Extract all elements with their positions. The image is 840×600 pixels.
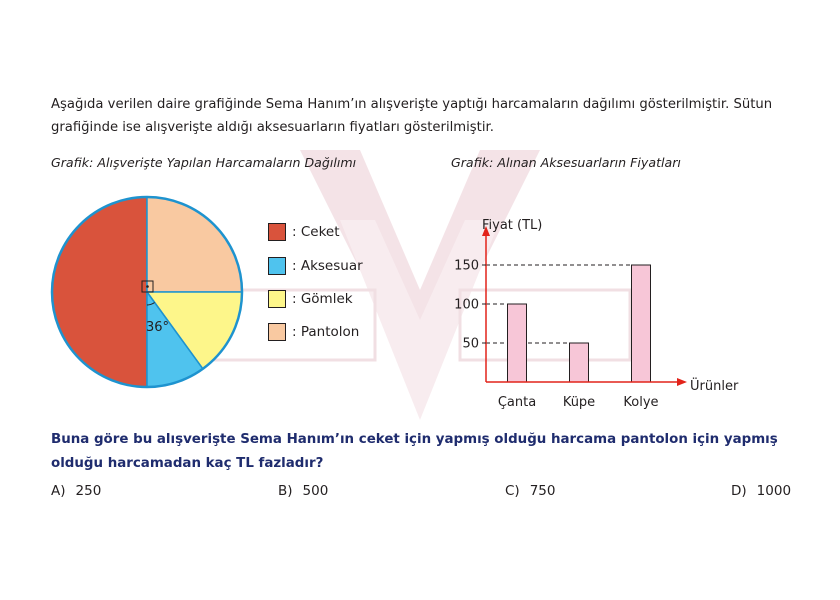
legend-item-gomlek [268, 289, 353, 309]
x-axis-arrow [677, 378, 687, 386]
question-text: Buna göre bu alışverişte Sema Hanım’ın ceket için yapmış olduğu harcama pantolon için yapmış olduğu harcamadan kaç TL fazladır? [51, 432, 778, 471]
option-b[interactable] [278, 483, 328, 499]
bar-kolye [632, 265, 651, 382]
option-c-letter: C) [505, 483, 520, 499]
angle-label: 36° [146, 320, 170, 335]
option-d-value: 1000 [756, 483, 792, 499]
option-b-value: 500 [302, 483, 329, 499]
right-angle-dot [146, 285, 149, 288]
pie-chart [40, 185, 260, 405]
x-axis-label: Ürünler [690, 379, 739, 394]
legend-label-gomlek: : Gömlek [292, 291, 353, 307]
x-tick-label: Küpe [562, 395, 596, 410]
option-c[interactable] [505, 483, 555, 499]
option-d-letter: D) [731, 483, 747, 499]
option-b-letter: B) [278, 483, 293, 499]
pie-slice-pantolon [147, 197, 242, 292]
legend-swatch-aksesuar [268, 257, 286, 275]
legend-item-pantolon [268, 322, 359, 342]
legend-label-ceket: : Ceket [292, 224, 340, 240]
x-tick-label: Çanta [497, 395, 537, 410]
pie-chart-caption: Grafik: Alışverişte Yapılan Harcamaların Dağılımı [51, 155, 357, 170]
legend-label-aksesuar: : Aksesuar [292, 258, 363, 274]
y-axis-label: Fiyat (TL) [482, 218, 543, 233]
legend-item-aksesuar [268, 256, 363, 276]
option-a[interactable] [51, 483, 101, 499]
y-tick-label: 100 [454, 297, 479, 313]
bar-kupe [570, 343, 589, 382]
legend-item-ceket [268, 222, 340, 242]
legend-swatch-pantolon [268, 323, 286, 341]
y-tick-label: 50 [462, 336, 479, 352]
legend-swatch-gomlek [268, 290, 286, 308]
y-tick-label: 150 [454, 258, 479, 274]
option-a-letter: A) [51, 483, 66, 499]
legend-label-pantolon: : Pantolon [292, 324, 360, 340]
pie-slice-ceket [52, 197, 147, 387]
option-c-value: 750 [529, 483, 556, 499]
bar-chart-caption: Grafik: Alınan Aksesuarların Fiyatları [451, 155, 681, 170]
bar-canta [508, 304, 527, 382]
bar-chart [440, 205, 760, 415]
legend-swatch-ceket [268, 223, 286, 241]
x-tick-label: Kolye [623, 395, 659, 410]
option-a-value: 250 [75, 483, 102, 499]
option-d[interactable] [731, 483, 791, 499]
intro-text: Aşağıda verilen daire grafiğinde Sema Hanım’ın alışverişte yaptığı harcamaların dağılımı gösterilmiştir. Sütun grafiğinde ise alışverişte aldığı aksesuarların fiyatları gösterilmiştir. [51, 97, 773, 135]
